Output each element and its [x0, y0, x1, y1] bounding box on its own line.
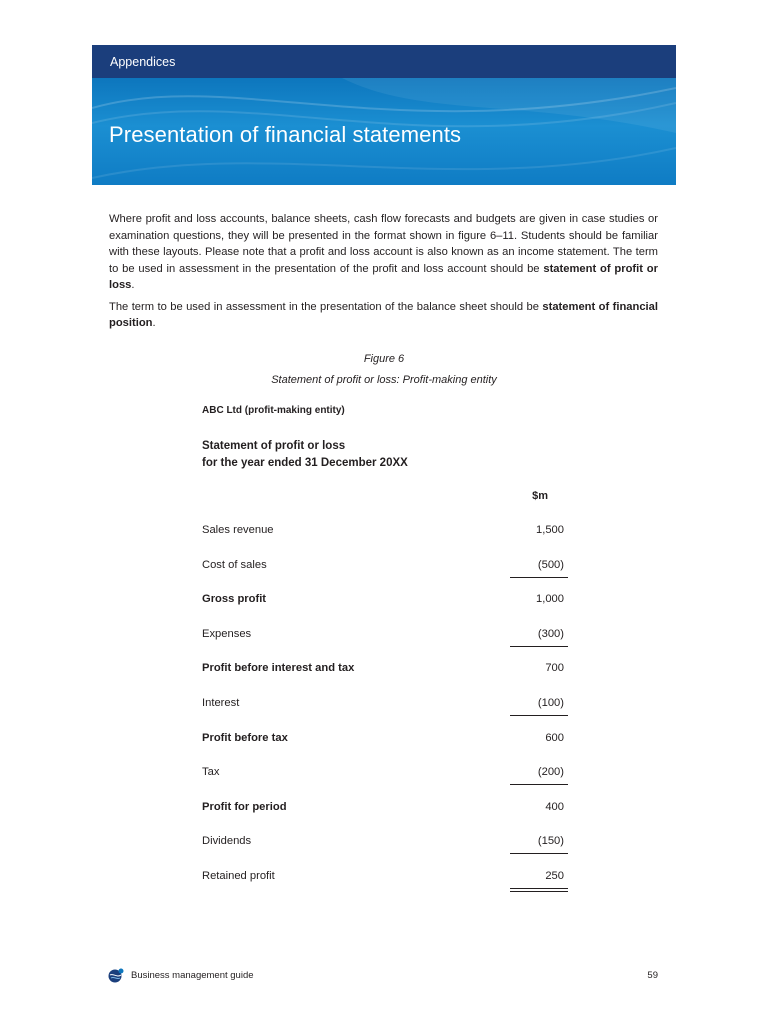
statement-row: [202, 662, 568, 678]
row-label: Profit before tax: [202, 731, 288, 744]
entity-name: ABC Ltd (profit-making entity): [202, 405, 345, 416]
statement-row: [202, 732, 568, 748]
subtotal-rule: [510, 784, 568, 785]
statement-period: for the year ended 31 December 20XX: [202, 456, 408, 469]
row-value: (150): [537, 835, 564, 848]
section-header-bar: [92, 45, 676, 78]
intro-paragraph-1: Where profit and loss accounts, balance sheets, cash flow forecasts and budgets are given in case studies or examination questions, they will be presented in the format shown in figure 6–11. Students should be familiar with these layouts. Please note that a profit and loss account is also known as an income statement. The term to be used in assessment in the presentation of the profit and loss account should be statement of profit or loss.: [109, 213, 658, 291]
figure-number: Figure 6: [363, 353, 405, 365]
intro-text: [109, 211, 658, 337]
figure-caption: Statement of profit or loss: Profit-making entity: [271, 374, 497, 386]
statement-row: [202, 835, 568, 851]
row-label: Dividends: [202, 835, 252, 848]
row-value: (500): [537, 558, 564, 571]
page-title: Presentation of financial statements: [109, 122, 462, 147]
row-value: 250: [545, 870, 564, 882]
statement-row: [202, 801, 568, 817]
row-value: 600: [545, 731, 564, 744]
row-value: 1,500: [536, 524, 564, 536]
statement-row: [202, 559, 568, 575]
row-label: Tax: [202, 766, 220, 779]
row-value: (200): [537, 766, 564, 779]
row-value: (300): [537, 627, 564, 640]
row-label: Retained profit: [202, 870, 275, 882]
footer-guide-title: Business management guide: [131, 970, 254, 981]
statement-row: [202, 870, 568, 886]
ib-globe-logo-icon: [106, 967, 126, 983]
statement-row: [202, 628, 568, 644]
row-label: Expenses: [202, 627, 252, 640]
subtotal-rule: [510, 577, 568, 578]
row-label: Profit before interest and tax: [202, 662, 355, 675]
row-label: Interest: [202, 697, 240, 709]
page-number: 59: [647, 970, 658, 981]
section-label: Appendices: [110, 55, 176, 69]
subtotal-rule: [510, 646, 568, 647]
row-label: Sales revenue: [202, 524, 274, 536]
title-banner: [92, 78, 676, 185]
row-value: 400: [545, 800, 564, 813]
row-label: Gross profit: [202, 593, 267, 606]
statement-row: [202, 524, 568, 540]
statement-title: Statement of profit or loss: [202, 440, 346, 452]
row-value: 1,000: [536, 593, 564, 606]
statement-row: [202, 593, 568, 609]
intro-paragraph-2: The term to be used in assessment in the presentation of the balance sheet should be statement of financial position.: [109, 300, 658, 329]
column-header: $m: [532, 490, 548, 502]
statement-heading: [202, 438, 408, 471]
row-value: (100): [537, 697, 564, 709]
statement-row: [202, 697, 568, 713]
row-label: Profit for period: [202, 800, 287, 813]
total-double-rule: [510, 888, 568, 892]
subtotal-rule: [510, 715, 568, 716]
row-value: 700: [545, 662, 564, 675]
statement-row: [202, 766, 568, 782]
row-label: Cost of sales: [202, 558, 267, 571]
subtotal-rule: [510, 853, 568, 854]
